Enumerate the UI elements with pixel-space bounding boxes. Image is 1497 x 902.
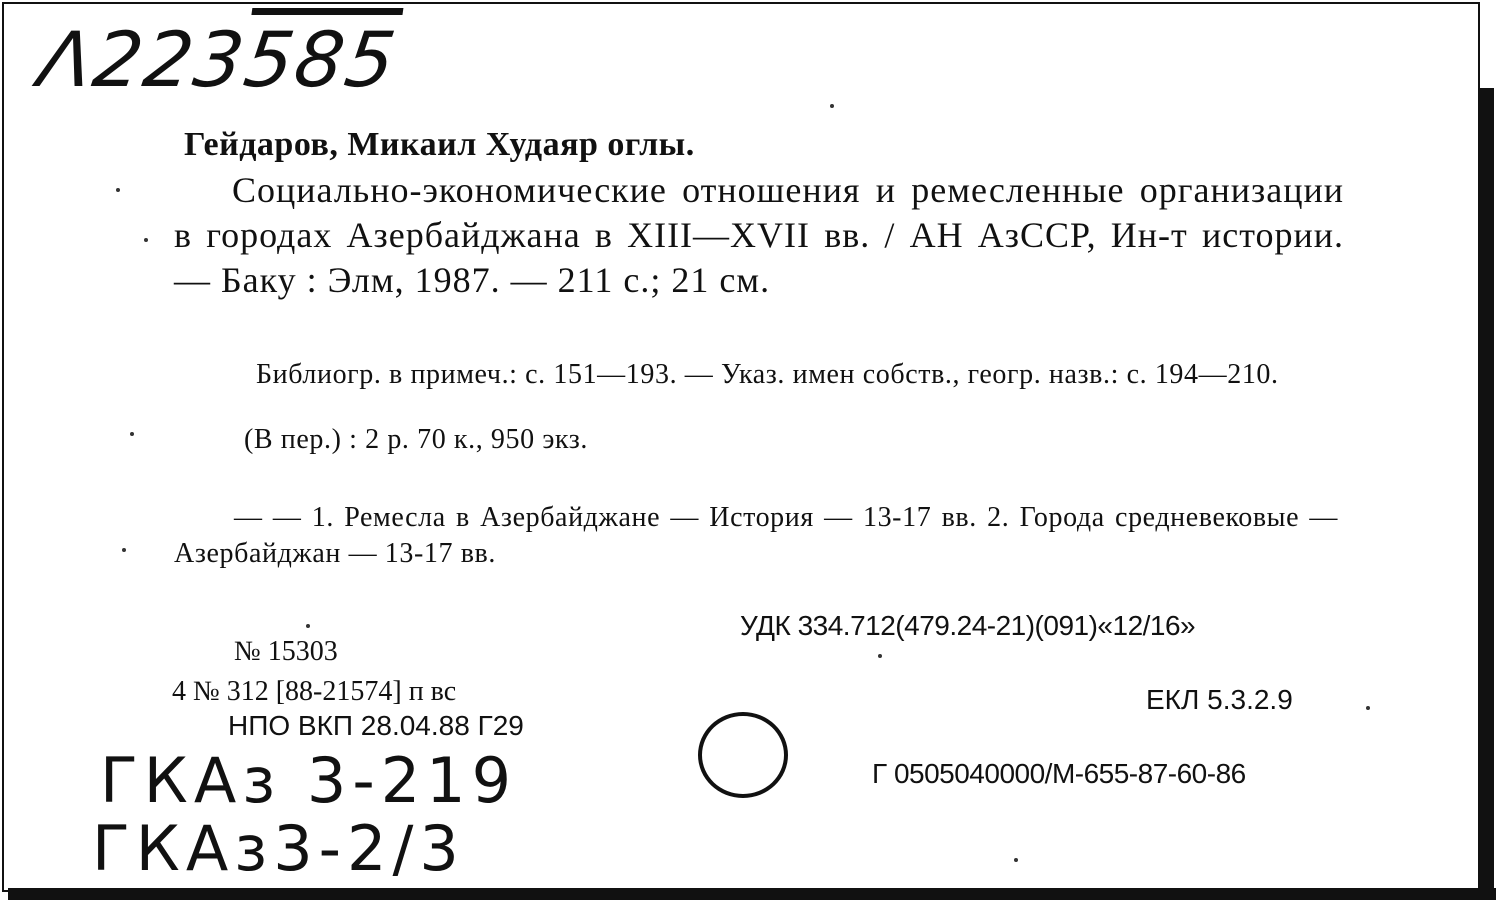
call-number-sub: 585 <box>238 15 403 104</box>
printer-info: НПО ВКП 28.04.88 Г29 <box>228 710 524 741</box>
speck <box>1366 706 1370 710</box>
subjects-text: — — 1. Ремесла в Азербайджане — История — 13-17 вв. 2. Города средневековые — Азербайджан — 13-17 вв. <box>174 502 1338 569</box>
card-shadow-right <box>1478 88 1494 900</box>
speck <box>122 548 126 552</box>
handwritten-gka-line-1: ГКАз 3-219 <box>100 744 518 817</box>
order-number: 4 № 312 [88-21574] п вс <box>172 676 457 707</box>
speck <box>130 432 134 436</box>
speck <box>878 654 882 658</box>
card-number: № 15303 <box>234 636 338 667</box>
card-shadow-bottom <box>8 888 1496 900</box>
price-line: (В пер.) : 2 р. 70 к., 950 экз. <box>244 424 589 455</box>
ekl-code: ЕКЛ 5.3.2.9 <box>1146 684 1293 715</box>
title-text: Социально-экономические отношения и ремесленные организации в городах Азербайджана в XIII—XVII вв. / АН АзССР, Ин-т истории. — Баку : Элм, 1987. — 211 с.; 21 см. <box>174 170 1344 300</box>
circle-mark-icon <box>698 712 788 798</box>
notes-text: Библиогр. в примеч.: с. 151—193. — Указ. имен собств., геогр. назв.: с. 194—210. <box>256 359 1279 390</box>
call-number-main: Λ223 <box>33 15 252 104</box>
author-heading: Гейдаров, Микаил Худаяр оглы. <box>184 126 695 163</box>
handwritten-call-number <box>33 15 403 104</box>
speck <box>116 188 120 192</box>
bibliography-notes <box>174 358 1338 391</box>
speck <box>144 238 148 242</box>
handwritten-gka-line-2: ГКАз3-2/3 <box>92 812 465 885</box>
speck <box>1014 858 1018 862</box>
g-code: Г 0505040000/М-655-87-60-86 <box>872 758 1246 789</box>
speck <box>830 104 834 108</box>
udk-code: УДК 334.712(479.24-21)(091)«12/16» <box>740 610 1196 641</box>
subject-headings <box>174 500 1338 572</box>
title-block <box>174 168 1344 303</box>
speck <box>306 624 310 628</box>
